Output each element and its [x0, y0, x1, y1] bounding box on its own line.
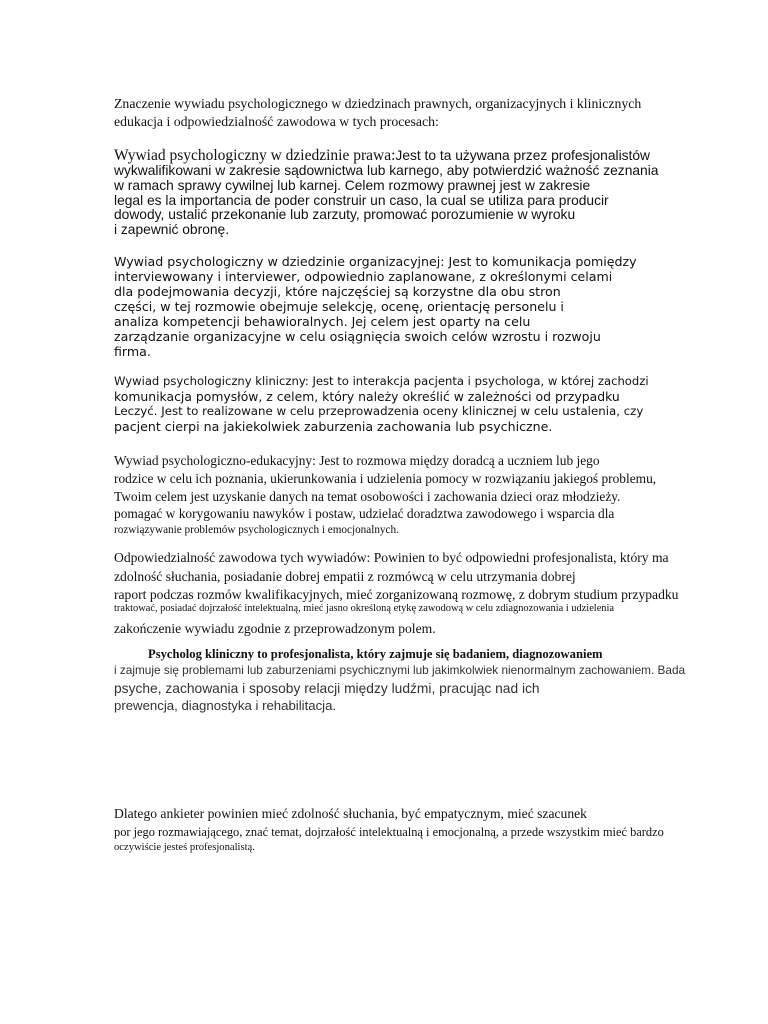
closing-line: por jego rozmawiającego, znać temat, dojrzałość intelektualną i emocjonalną, a przede wszystkim mieć bardzo [114, 825, 664, 839]
psychologist-heading: Psycholog kliniczny to profesjonalista, który zajmuje się badaniem, diagnozowaniem [148, 647, 603, 661]
closing-line: oczywiście jesteś profesjonalistą. [114, 842, 255, 853]
clinical-line: pacjent cierpi na jakiekolwiek zaburzenia zachowania lub psychiczne. [114, 419, 553, 434]
clinical-line: Wywiad psychologiczny kliniczny: Jest to interakcja pacjenta i psychologa, w której zachodzi [114, 374, 649, 388]
legal-line: Jest to ta używana przez profesjonalistów [395, 148, 651, 163]
organizational-line: interviewowany i interviewer, odpowiednio zaplanowane, z określonymi celami [114, 269, 613, 284]
responsibility-line: zakończenie wywiadu zgodnie z przeprowadzonym polem. [114, 621, 436, 636]
psychologist-line: prewencja, diagnostyka i rehabilitacja. [114, 698, 337, 713]
clinical-line: komunikacja pomysłów, z celem, który należy określić w zależności od przypadku [114, 389, 620, 404]
legal-line: wykwalifikowani w zakresie sądownictwa lub karnego, aby potwierdzić ważność zeznania [114, 163, 659, 178]
clinical-line: Leczyć. Jest to realizowane w celu przeprowadzenia oceny klinicznej w celu ustalenia, czy [114, 404, 644, 418]
educational-line: Wywiad psychologiczno-edukacyjny: Jest to rozmowa między doradcą a uczniem lub jego [114, 453, 600, 468]
organizational-line: analiza kompetencji behawioralnych. Jej celem jest oparty na celu [114, 314, 531, 329]
legal-line: legal es la importancia de poder construir un caso, la cual se utiliza para producir [114, 193, 609, 208]
organizational-line: części, w tej rozmowie obejmuje selekcję, ocenę, orientację personelu i [114, 299, 564, 314]
closing-line: Dlatego ankieter powinien mieć zdolność słuchania, być empatycznym, mieć szacunek [114, 806, 587, 821]
psychologist-line: psyche, zachowania i sposoby relacji między ludźmi, pracując nad ich [114, 681, 540, 696]
responsibility-line: raport podczas rozmów kwalifikacyjnych, mieć zorganizowaną rozmowę, z dobrym studium przypadku [114, 587, 679, 602]
legal-heading: Wywiad psychologiczny w dziedzinie prawa: [114, 147, 396, 164]
organizational-line: firma. [114, 344, 151, 359]
intro-line: edukacja i odpowiedzialność zawodowa w tych procesach: [114, 114, 439, 129]
organizational-line: dla podejmowania decyzji, które najczęściej są korzystne dla obu stron [114, 284, 561, 299]
educational-line: Twoim celem jest uzyskanie danych na temat osobowości i zachowania dzieci oraz młodzieży. [114, 489, 621, 504]
responsibility-line: traktować, posiadać dojrzałość intelektualną, mieć jasno określoną etykę zawodową w celu zdiagnozowania i udzielenia [114, 603, 614, 614]
legal-line: w ramach sprawy cywilnej lub karnej. Celem rozmowy prawnej jest w zakresie [114, 178, 591, 193]
responsibility-line: zdolność słuchania, posiadanie dobrej empatii z rozmówcą w celu utrzymania dobrej [114, 569, 576, 584]
responsibility-line: Odpowiedzialność zawodowa tych wywiadów: Powinien to być odpowiedni profesjonalista, który ma [114, 550, 669, 565]
organizational-line: Wywiad psychologiczny w dziedzinie organizacyjnej: Jest to komunikacja pomiędzy [114, 254, 637, 269]
legal-line: i zapewnić obronę. [114, 222, 230, 237]
educational-line: rozwiązywanie problemów psychologicznych i emocjonalnych. [114, 524, 399, 536]
psychologist-line: i zajmuje się problemami lub zaburzeniami psychicznymi lub jakimkolwiek nienormalnym zachowaniem. Bada [114, 663, 686, 677]
organizational-line: zarządzanie organizacyjne w celu osiągnięcia swoich celów wzrostu i rozwoju [114, 329, 601, 344]
legal-line: dowody, ustalić przekonanie lub zarzuty, promować porozumienie w wyroku [114, 207, 576, 222]
educational-line: rodzice w celu ich poznania, ukierunkowania i udzielenia pomocy w rozwiązaniu jakiegoś problemu, [114, 471, 657, 486]
intro-line: Znaczenie wywiadu psychologicznego w dziedzinach prawnych, organizacyjnych i klinicznych [114, 96, 642, 111]
educational-line: pomagać w korygowaniu nawyków i postaw, udzielać doradztwa zawodowego i wsparcia dla [114, 506, 615, 521]
